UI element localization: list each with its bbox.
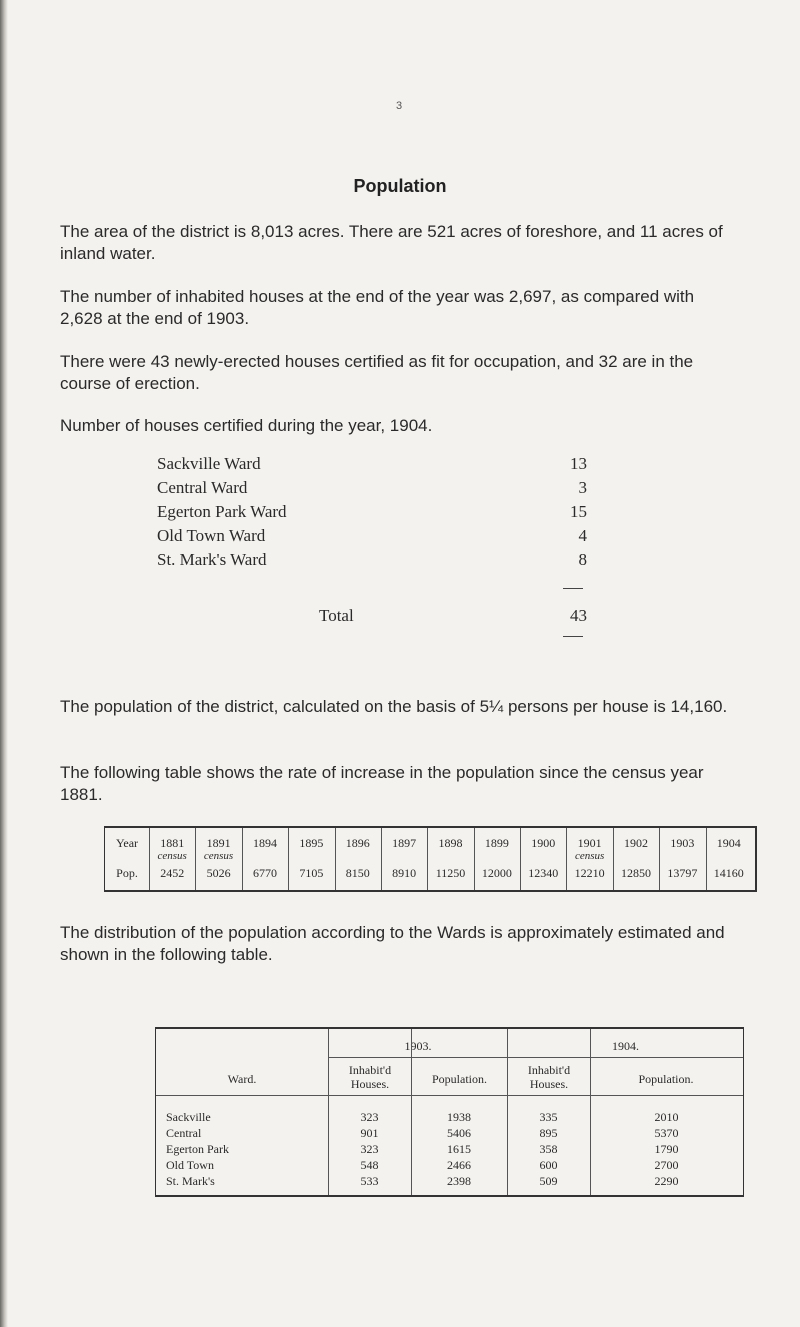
certified-ward-value: 4: [578, 526, 587, 545]
certified-ward-value: 15: [570, 502, 587, 521]
certified-ward-name: Old Town Ward: [157, 526, 266, 545]
paragraph-population: The population of the district, calculated on the basis of 5¼ persons per house is 14,160.: [60, 697, 728, 716]
pop-1904-cell: 5370: [654, 1126, 679, 1140]
ward-name-cell: Old Town: [166, 1158, 214, 1172]
houses-1904-cell: 335: [539, 1110, 558, 1124]
pop-cell: 8910: [392, 866, 417, 880]
ward-name-cell: Sackville: [166, 1110, 211, 1124]
year-cell: 1894: [252, 836, 277, 850]
pop-cell: 7105: [299, 866, 324, 880]
pop-cell: 12850: [621, 866, 652, 880]
year-1904-header: 1904.: [612, 1039, 639, 1053]
houses-1903-cell: 323: [360, 1110, 379, 1124]
paragraph-table-intro: The following table shows the rate of increase in the population since the census year 1881.: [60, 763, 704, 804]
pop-cell: 2452: [160, 866, 185, 880]
pop-1903-cell: 1938: [447, 1110, 471, 1124]
pop-1904-cell: 1790: [654, 1142, 679, 1156]
pop-cell: 6770: [252, 866, 277, 880]
pop-1903-cell: 5406: [447, 1126, 471, 1140]
paragraph-erected: There were 43 newly-erected houses certified as fit for occupation, and 32 are in the course of erection.: [60, 352, 694, 393]
total-rule-bottom: [563, 636, 583, 637]
ward-header: Ward.: [227, 1072, 257, 1086]
year-cell: 1903: [670, 836, 695, 850]
year-cell: 1902: [624, 836, 649, 850]
certified-ward-name: Sackville Ward: [157, 454, 261, 473]
pop-cell: 14160: [713, 866, 744, 880]
year-cell: 1900: [531, 836, 556, 850]
houses-1904-cell: 895: [539, 1126, 558, 1140]
pop-row-label: Pop.: [116, 866, 138, 880]
pop-1903-cell: 2466: [447, 1158, 471, 1172]
houses-1904-cell: 509: [539, 1174, 558, 1188]
ward-name-cell: Central: [166, 1126, 202, 1140]
pop-1903-cell: 2398: [447, 1174, 471, 1188]
pop-cell: 13797: [667, 866, 698, 880]
pop-1903-cell: 1615: [447, 1142, 471, 1156]
population-increase-table: [104, 826, 757, 892]
ward-name-cell: Egerton Park: [166, 1142, 229, 1156]
year-1903-header: 1903.: [404, 1039, 432, 1053]
certified-ward-name: Egerton Park Ward: [157, 502, 287, 521]
certified-ward-name: St. Mark's Ward: [157, 550, 267, 569]
certified-ward-value: 3: [578, 478, 587, 497]
census-note: census: [203, 850, 234, 862]
page-number: 3: [396, 100, 403, 112]
pop-cell: 12000: [481, 866, 512, 880]
houses-1903-cell: 533: [360, 1174, 379, 1188]
ward-distribution-table: [155, 1027, 744, 1197]
certified-ward-value: 13: [570, 454, 587, 473]
header-rule-mid: [328, 1057, 743, 1058]
pop-cell: 11250: [435, 866, 466, 880]
paragraph-houses: The number of inhabited houses at the end of the year was 2,697, as compared with 2,628 at the end of 1903.: [60, 287, 695, 328]
pop-cell: 8150: [345, 866, 370, 880]
houses-1904-cell: 358: [539, 1142, 558, 1156]
year-cell: 1897: [392, 836, 417, 850]
houses-header-1903: Inhabit'd Houses.: [348, 1063, 392, 1091]
page-binding-edge: [0, 0, 8, 1327]
page-title: Population: [353, 176, 447, 196]
year-cell: 1904: [716, 836, 741, 850]
certified-total-label: Total: [319, 606, 354, 625]
paragraph-area: The area of the district is 8,013 acres. There are 521 acres of foreshore, and 11 acres of inland water.: [60, 222, 723, 263]
pop-1904-cell: 2010: [654, 1110, 679, 1124]
population-header-1903: Population.: [431, 1072, 487, 1086]
year-cell: 1895: [299, 836, 324, 850]
houses-1903-cell: 901: [360, 1126, 379, 1140]
pop-cell: 5026: [206, 866, 231, 880]
year-cell: 1896: [345, 836, 370, 850]
year-row-label: Year: [115, 836, 139, 850]
census-note: census: [574, 850, 605, 862]
census-note: census: [157, 850, 187, 862]
year-cell: 1881: [160, 836, 185, 850]
year-cell: 1901: [577, 836, 602, 850]
certified-ward-list: [157, 454, 607, 669]
pop-cell: 12340: [528, 866, 559, 880]
paragraph-distribution-intro: The distribution of the population according to the Wards is approximately estimated and shown in the following table.: [60, 923, 725, 964]
pop-1904-cell: 2700: [654, 1158, 679, 1172]
population-header-1904: Population.: [638, 1072, 694, 1086]
ward-name-cell: St. Mark's: [166, 1174, 215, 1188]
certified-heading: Number of houses certified during the year, 1904.: [60, 416, 433, 435]
certified-total-value: 43: [570, 606, 587, 625]
year-cell: 1898: [438, 836, 463, 850]
year-cell: 1891: [206, 836, 231, 850]
houses-header-1904: Inhabit'd Houses.: [527, 1063, 571, 1091]
certified-ward-value: 8: [578, 550, 587, 569]
houses-1903-cell: 548: [360, 1158, 379, 1172]
houses-1904-cell: 600: [539, 1158, 558, 1172]
year-cell: 1899: [484, 836, 509, 850]
total-rule-top: [563, 588, 583, 589]
header-rule-bottom: [156, 1095, 743, 1096]
pop-1904-cell: 2290: [654, 1174, 679, 1188]
houses-1903-cell: 323: [360, 1142, 379, 1156]
pop-cell: 12210: [574, 866, 605, 880]
certified-ward-name: Central Ward: [157, 478, 248, 497]
